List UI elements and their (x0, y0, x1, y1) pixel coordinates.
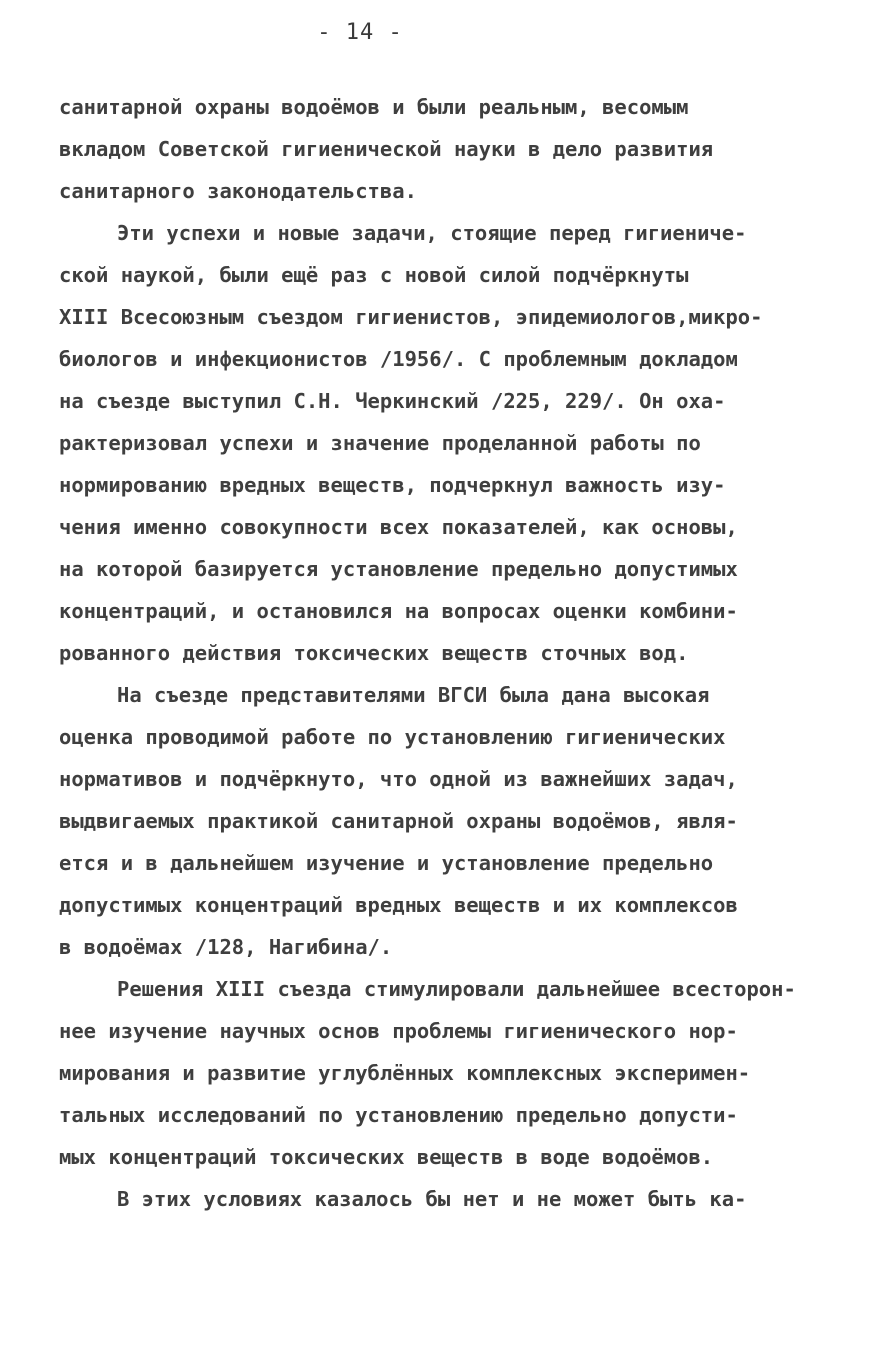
text-line: нормативов и подчёркнуто, что одной из важнейших задач, (59, 767, 738, 791)
text-line: нормированию вредных веществ, подчеркнул важность изу- (59, 473, 726, 497)
text-line: чения именно совокупности всех показателей, как основы, (59, 515, 738, 539)
text-line: На съезде представителями ВГСИ была дана высокая (117, 683, 710, 707)
text-line: рованного действия токсических веществ сточных вод. (59, 641, 689, 665)
text-line: рактеризовал успехи и значение проделанной работы по (59, 431, 701, 455)
text-line: Решения XIII съезда стимулировали дальнейшее всесторон- (117, 977, 796, 1001)
text-line: ется и в дальнейшем изучение и установление предельно (59, 851, 714, 875)
text-line: мирования и развитие углублённых комплексных эксперимен- (59, 1061, 751, 1085)
text-line: выдвигаемых практикой санитарной охраны водоёмов, явля- (59, 809, 738, 833)
text-line: оценка проводимой работе по установлению гигиенических (59, 725, 726, 749)
text-line: на съезде выступил С.Н. Черкинский /225, 229/. Он оха- (59, 389, 726, 413)
text-line: В этих условиях казалось бы нет и не может быть ка- (117, 1187, 747, 1211)
text-line: концентраций, и остановился на вопросах оценки комбини- (59, 599, 738, 623)
text-line: санитарного законодательства. (59, 179, 417, 203)
text-line: вкладом Советской гигиенической науки в дело развития (59, 137, 714, 161)
text-line: тальных исследований по установлению предельно допусти- (59, 1103, 738, 1127)
text-line: Эти успехи и новые задачи, стоящие перед гигиениче- (117, 221, 747, 245)
text-line: мых концентраций токсических веществ в воде водоёмов. (59, 1145, 714, 1169)
text-line: санитарной охраны водоёмов и были реальным, весомым (59, 95, 689, 119)
text-line: нее изучение научных основ проблемы гигиенического нор- (59, 1019, 738, 1043)
text-line: на которой базируется установление предельно допустимых (59, 557, 738, 581)
text-line: в водоёмах /128, Нагибина/. (59, 935, 393, 959)
text-line: XIII Всесоюзным съездом гигиенистов, эпидемиологов,микро- (59, 305, 763, 329)
text-line: биологов и инфекционистов /1956/. С проблемным докладом (59, 347, 738, 371)
text-line: ской наукой, были ещё раз с новой силой подчёркнуты (59, 263, 689, 287)
body-text (59, 86, 849, 1220)
text-line: допустимых концентраций вредных веществ и их комплексов (59, 893, 738, 917)
page-number: - 14 - (317, 20, 403, 45)
